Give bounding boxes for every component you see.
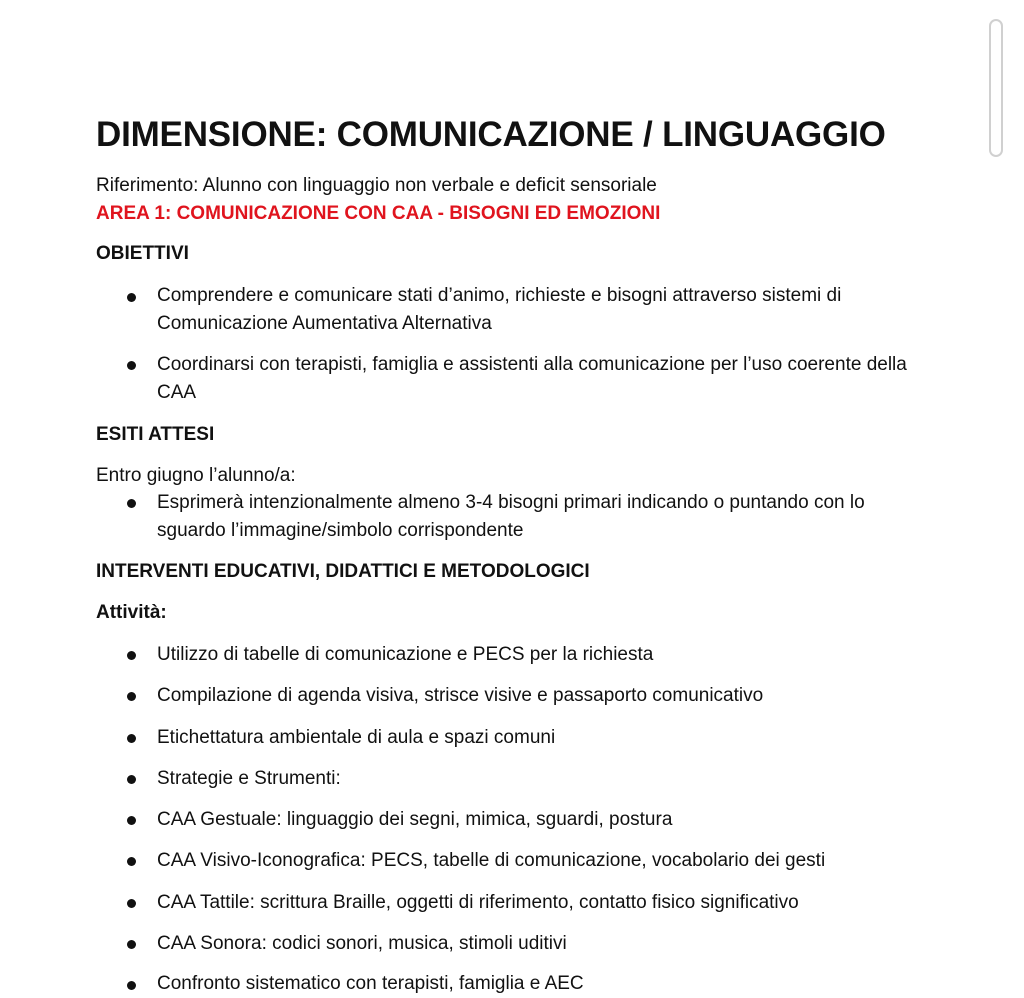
outcome-item: Esprimerà intenzionalmente almeno 3-4 bisogni primari indicando o puntando con lo sguardo l’immagine/simbolo corrispondente <box>157 492 865 541</box>
bullet-icon <box>126 980 138 992</box>
reference-line: Riferimento: Alunno con linguaggio non verbale e deficit sensoriale <box>96 175 657 196</box>
bullet-icon <box>126 733 138 745</box>
bullet-icon <box>126 498 138 510</box>
objective-item: Coordinarsi con terapisti, famiglia e assistenti alla comunicazione per l’uso coerente della CAA <box>157 354 907 403</box>
objectives-heading: OBIETTIVI <box>96 243 189 264</box>
activity-item: CAA Visivo-Iconografica: PECS, tabelle di comunicazione, vocabolario dei gesti <box>157 850 826 871</box>
bullet-icon <box>126 939 138 951</box>
bullet-icon <box>126 650 138 662</box>
area-title: AREA 1: COMUNICAZIONE CON CAA - BISOGNI ED EMOZIONI <box>96 203 661 224</box>
bullet-icon <box>126 898 138 910</box>
objective-item: Comprendere e comunicare stati d’animo, richieste e bisogni attraverso sistemi di Comunicazione Aumentativa Alternativa <box>157 285 842 334</box>
expected-outcomes-intro: Entro giugno l’alunno/a: <box>96 465 296 486</box>
interventions-heading: INTERVENTI EDUCATIVI, DIDATTICI E METODOLOGICI <box>96 561 590 582</box>
vertical-scrollbar[interactable] <box>989 19 1003 157</box>
activities-label: Attività: <box>96 602 167 623</box>
page-title: DIMENSIONE: COMUNICAZIONE / LINGUAGGIO <box>96 115 886 154</box>
activity-item: CAA Sonora: codici sonori, musica, stimoli uditivi <box>157 933 567 954</box>
bullet-icon <box>126 774 138 786</box>
bullet-icon <box>126 815 138 827</box>
activity-item: CAA Gestuale: linguaggio dei segni, mimica, sguardi, postura <box>157 809 673 830</box>
bullet-icon <box>126 856 138 868</box>
activity-item: Compilazione di agenda visiva, strisce visive e passaporto comunicativo <box>157 685 764 706</box>
expected-outcomes-heading: ESITI ATTESI <box>96 424 215 445</box>
activity-item: CAA Tattile: scrittura Braille, oggetti di riferimento, contatto fisico significativo <box>157 892 799 913</box>
activity-item: Strategie e Strumenti: <box>157 768 341 789</box>
bullet-icon <box>126 691 138 703</box>
activity-item: Confronto sistematico con terapisti, famiglia e AEC <box>157 973 584 994</box>
bullet-icon <box>126 360 138 372</box>
activity-item: Utilizzo di tabelle di comunicazione e PECS per la richiesta <box>157 644 654 665</box>
bullet-icon <box>126 292 138 304</box>
activity-item: Etichettatura ambientale di aula e spazi comuni <box>157 727 556 748</box>
